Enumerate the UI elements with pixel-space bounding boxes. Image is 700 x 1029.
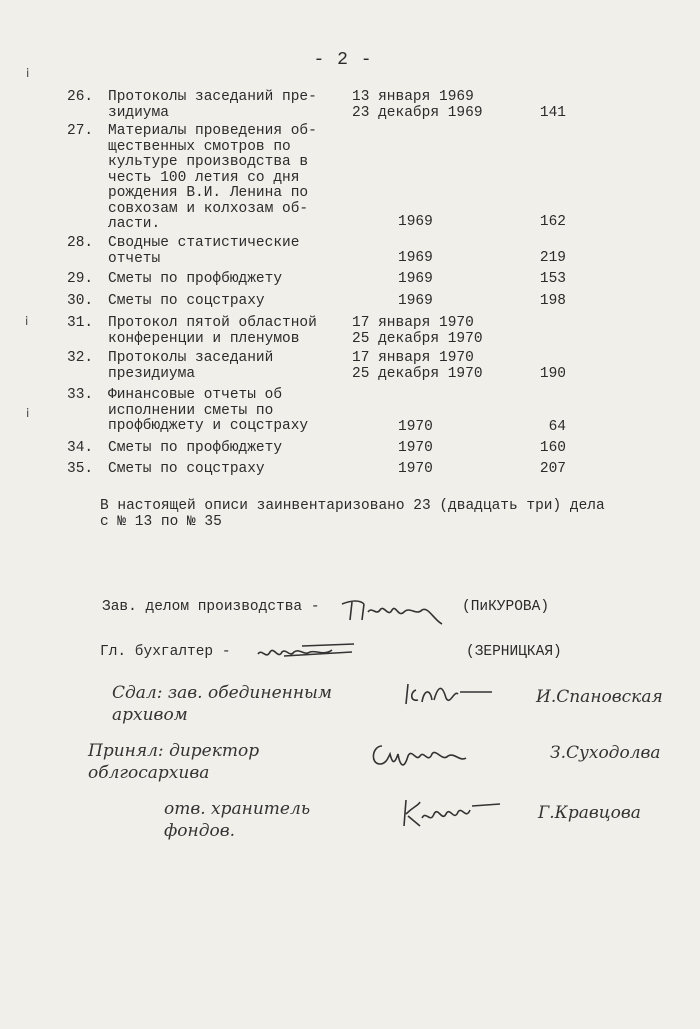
received-signature — [368, 740, 478, 774]
entry-date: 1970 — [398, 440, 433, 456]
head-signature — [338, 596, 448, 626]
head-name: (ПиКУРОВА) — [462, 599, 550, 615]
handed-label: Сдал: зав. обединенным архивом — [112, 683, 332, 725]
entry-number: 34. — [67, 440, 94, 456]
keeper-name: Г.Кравцова — [538, 803, 641, 823]
entry-count: 207 — [539, 461, 566, 477]
handed-name: И.Спановская — [536, 687, 663, 707]
entry-date: 1969 — [398, 214, 433, 230]
keeper-signature — [400, 796, 510, 830]
entry-title: Сметы по профбюджету — [108, 271, 283, 287]
entry-number: 26. — [67, 89, 94, 105]
accountant-label: Гл. бухгалтер - — [100, 644, 231, 660]
entry-date: 17 января 1970 25 декабря 1970 — [352, 350, 483, 382]
accountant-name: (ЗЕРНИЦКАЯ) — [466, 644, 562, 660]
entry-title: Сметы по соцстраху — [108, 461, 265, 477]
entry-title: Сметы по профбюджету — [108, 440, 283, 456]
entry-title: Материалы проведения об- щественных смотров по культуре производства в честь 100 летия со дня рождения В.И. Ленина по совхозам и колхозам об- ласти. — [108, 123, 317, 232]
edge-mark-top: ⅰ — [26, 67, 30, 81]
entry-title: Финансовые отчеты об исполнении сметы по профбюджету и соцстраху — [108, 387, 309, 434]
entry-count: 160 — [539, 440, 566, 456]
entry-count: 162 — [539, 214, 566, 230]
received-name: З.Суходолва — [550, 743, 661, 763]
entry-number: 28. — [67, 235, 94, 251]
entry-number: 33. — [67, 387, 94, 403]
entry-number: 30. — [67, 293, 94, 309]
entry-count: 190 — [539, 366, 566, 382]
head-label: Зав. делом производства - — [102, 599, 320, 615]
entry-date: 13 января 1969 23 декабря 1969 — [352, 89, 483, 121]
edge-mark-low: ⅰ — [26, 407, 30, 421]
keeper-label: отв. хранитель фондов. — [164, 799, 311, 841]
entry-number: 29. — [67, 271, 94, 287]
entry-title: Протокол пятой областной конференции и пленумов — [108, 315, 317, 347]
entry-count: 198 — [539, 293, 566, 309]
entry-date: 1969 — [398, 293, 433, 309]
entry-number: 35. — [67, 461, 94, 477]
page-number: - 2 - — [313, 50, 373, 70]
entry-number: 32. — [67, 350, 94, 366]
entry-count: 219 — [539, 250, 566, 266]
entry-title: Протоколы заседаний пре- зидиума — [108, 89, 317, 121]
edge-mark-mid: ⅰ — [25, 315, 29, 329]
entry-count: 153 — [539, 271, 566, 287]
entry-number: 27. — [67, 123, 94, 139]
handed-signature — [402, 680, 512, 710]
entry-number: 31. — [67, 315, 94, 331]
accountant-signature — [254, 642, 364, 664]
inventory-summary: В настоящей описи заинвентаризовано 23 (двадцать три) дела с № 13 по № 35 — [100, 498, 605, 530]
entry-count: 64 — [548, 419, 566, 435]
entry-count: 141 — [539, 105, 566, 121]
entry-date: 1970 — [398, 419, 433, 435]
entry-title: Сметы по соцстраху — [108, 293, 265, 309]
entry-date: 17 января 1970 25 декабря 1970 — [352, 315, 483, 347]
entry-title: Сводные статистические отчеты — [108, 235, 300, 267]
entry-title: Протоколы заседаний президиума — [108, 350, 274, 382]
received-label: Принял: директор облгосархива — [88, 741, 260, 783]
entry-date: 1969 — [398, 271, 433, 287]
entry-date: 1969 — [398, 250, 433, 266]
entry-date: 1970 — [398, 461, 433, 477]
